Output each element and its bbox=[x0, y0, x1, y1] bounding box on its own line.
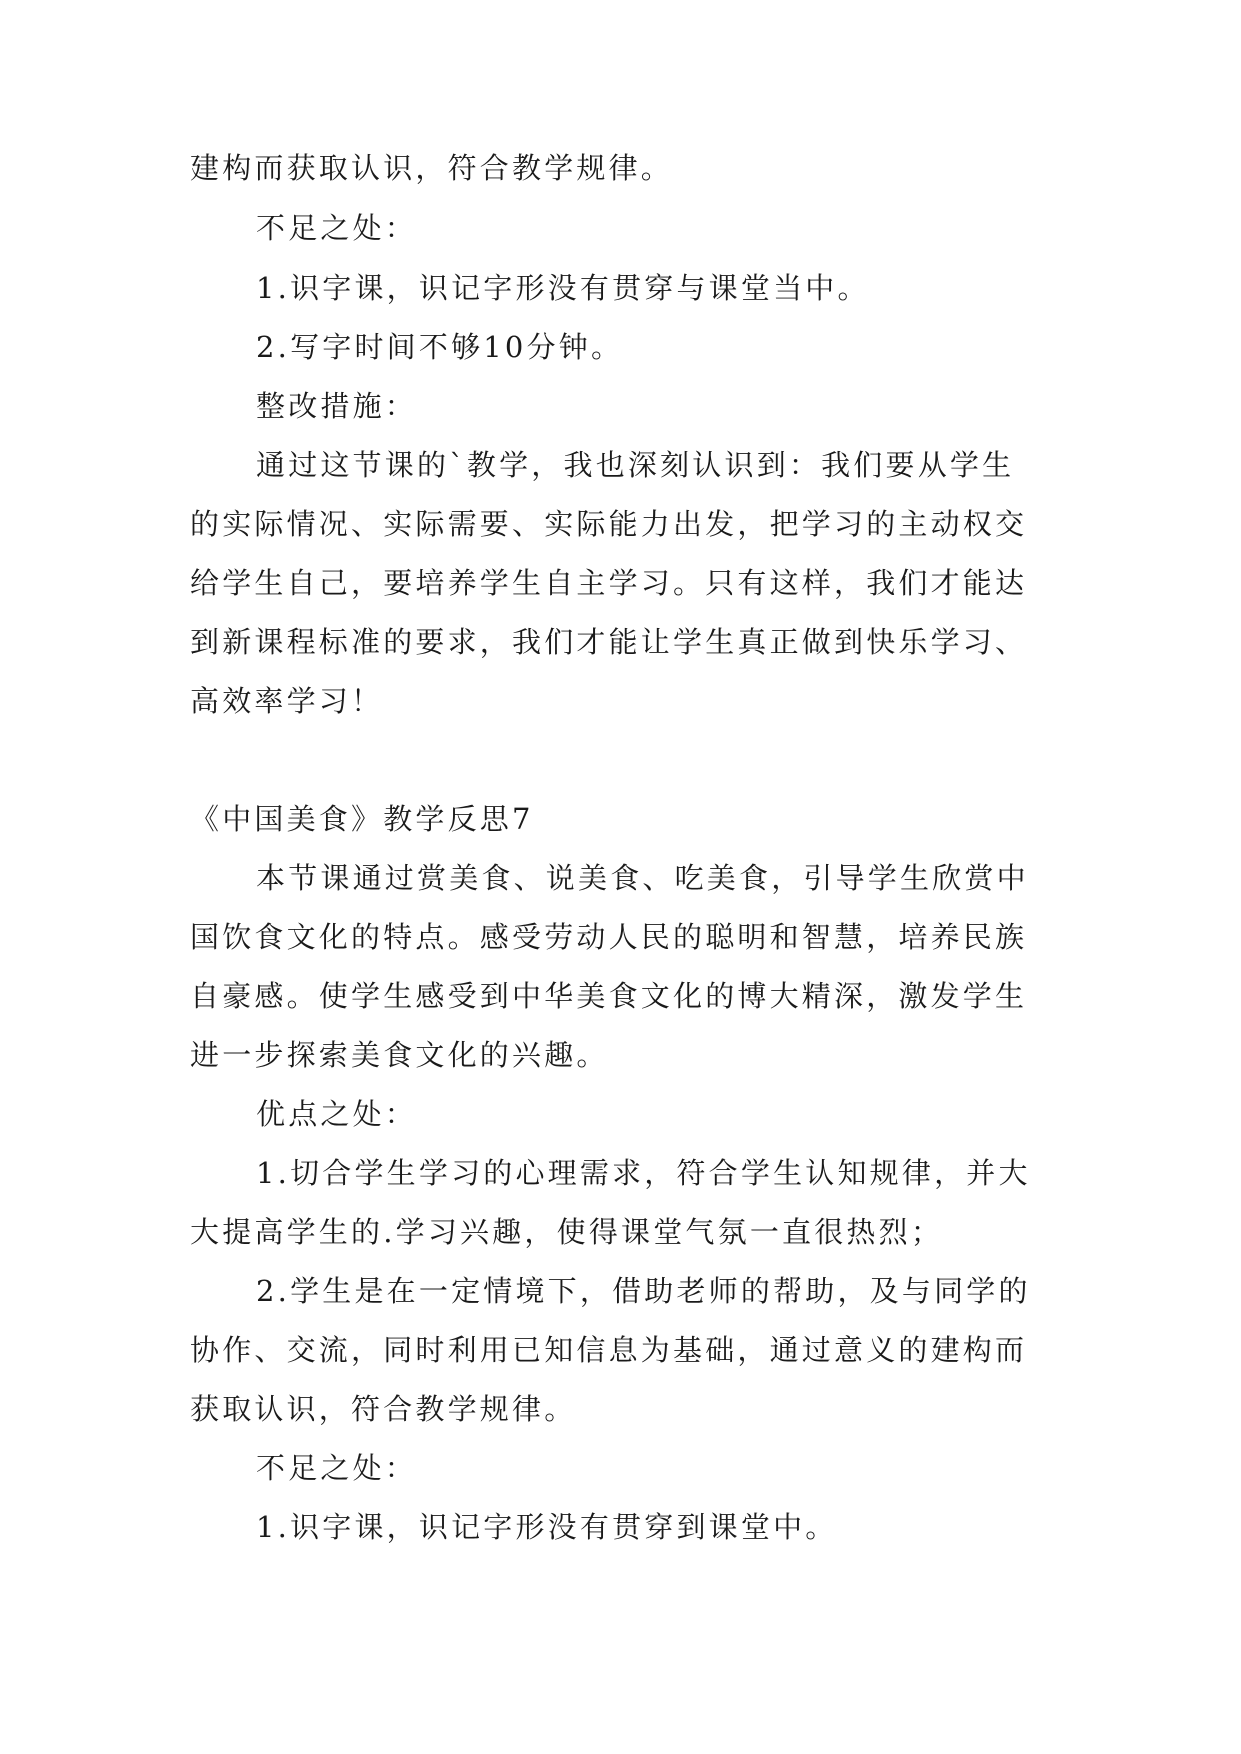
section-heading-improvements: 整改措施： bbox=[256, 389, 418, 423]
section-heading-shortcomings: 不足之处： bbox=[256, 1451, 418, 1485]
section-heading-strengths: 优点之处： bbox=[256, 1097, 418, 1131]
text-line: 到新课程标准的要求，我们才能让学生真正做到快乐学习、 bbox=[190, 625, 1028, 659]
text-line: 协作、交流，同时利用已知信息为基础，通过意义的建构而 bbox=[190, 1333, 1028, 1367]
text-line: 的实际情况、实际需要、实际能力出发，把学习的主动权交 bbox=[190, 507, 1028, 541]
list-item: 2.学生是在一定情境下，借助老师的帮助，及与同学的 bbox=[256, 1274, 1031, 1308]
text-line: 给学生自己，要培养学生自主学习。只有这样，我们才能达 bbox=[190, 566, 1028, 600]
text-line: 国饮食文化的特点。感受劳动人民的聪明和智慧，培养民族 bbox=[190, 920, 1028, 954]
text-line: 自豪感。使学生感受到中华美食文化的博大精深，激发学生 bbox=[190, 979, 1028, 1013]
text-line: 大提高学生的.学习兴趣，使得课堂气氛一直很热烈； bbox=[190, 1215, 944, 1249]
list-item: 1.识字课，识记字形没有贯穿到课堂中。 bbox=[256, 1510, 838, 1544]
text-line: 获取认识，符合教学规律。 bbox=[190, 1392, 577, 1426]
text-line: 高效率学习！ bbox=[190, 684, 384, 718]
list-item: 1.切合学生学习的心理需求，符合学生认知规律，并大 bbox=[256, 1156, 1031, 1190]
article-title: 《中国美食》教学反思7 bbox=[190, 802, 534, 836]
list-item: 1.识字课，识记字形没有贯穿与课堂当中。 bbox=[256, 271, 870, 305]
text-line: 建构而获取认识，符合教学规律。 bbox=[190, 151, 674, 185]
list-item: 2.写字时间不够10分钟。 bbox=[256, 330, 624, 364]
text-line: 进一步探索美食文化的兴趣。 bbox=[190, 1038, 609, 1072]
text-line: 本节课通过赏美食、说美食、吃美食，引导学生欣赏中 bbox=[256, 861, 1029, 895]
section-heading-shortcomings: 不足之处： bbox=[256, 211, 418, 245]
text-line: 通过这节课的`教学，我也深刻认识到：我们要从学生 bbox=[256, 448, 1015, 482]
